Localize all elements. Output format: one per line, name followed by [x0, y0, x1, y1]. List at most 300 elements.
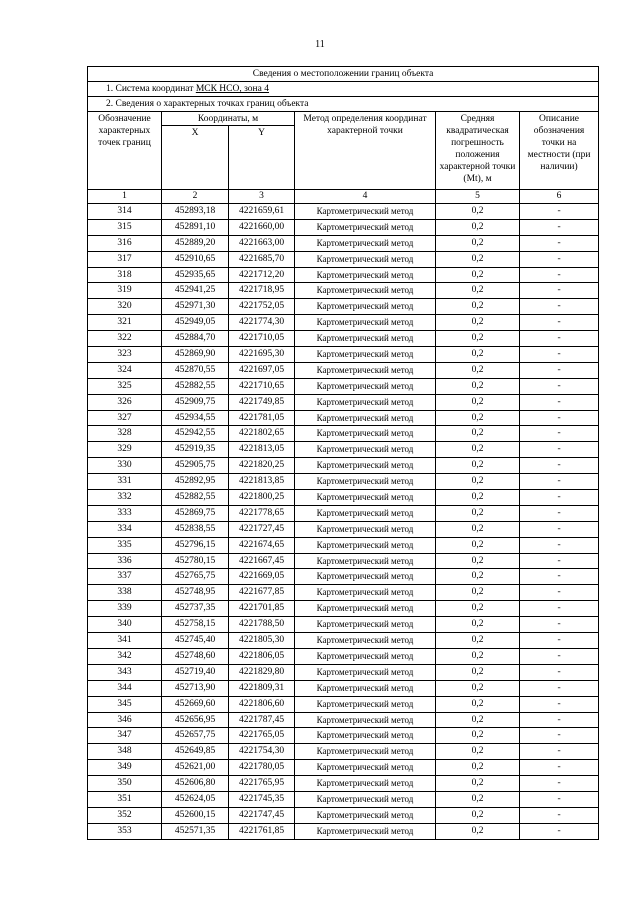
description-cell: - — [520, 315, 599, 331]
error-cell: 0,2 — [436, 537, 520, 553]
x-coordinate-cell: 452905,75 — [162, 458, 229, 474]
description-cell: - — [520, 362, 599, 378]
description-cell: - — [520, 553, 599, 569]
table-row — [88, 347, 599, 363]
y-coordinate-cell: 4221774,30 — [229, 315, 295, 331]
y-coordinate-cell: 4221788,50 — [229, 617, 295, 633]
method-cell: Картометрический метод — [295, 204, 436, 220]
column-number: 4 — [295, 190, 436, 204]
description-cell: - — [520, 807, 599, 823]
method-cell: Картометрический метод — [295, 791, 436, 807]
point-number-cell: 315 — [88, 219, 162, 235]
table-row — [88, 299, 599, 315]
point-number-cell: 330 — [88, 458, 162, 474]
method-cell: Картометрический метод — [295, 331, 436, 347]
x-coordinate-cell: 452748,60 — [162, 648, 229, 664]
point-number-cell: 327 — [88, 410, 162, 426]
table-row — [88, 458, 599, 474]
method-cell: Картометрический метод — [295, 744, 436, 760]
table-row — [88, 744, 599, 760]
y-coordinate-cell: 4221800,25 — [229, 490, 295, 506]
y-coordinate-cell: 4221695,30 — [229, 347, 295, 363]
point-number-cell: 337 — [88, 569, 162, 585]
description-cell: - — [520, 426, 599, 442]
point-number-cell: 346 — [88, 712, 162, 728]
y-coordinate-cell: 4221718,95 — [229, 283, 295, 299]
x-coordinate-cell: 452891,10 — [162, 219, 229, 235]
error-cell: 0,2 — [436, 776, 520, 792]
column-number: 6 — [520, 190, 599, 204]
error-cell: 0,2 — [436, 283, 520, 299]
point-number-cell: 348 — [88, 744, 162, 760]
error-cell: 0,2 — [436, 490, 520, 506]
description-cell: - — [520, 204, 599, 220]
x-coordinate-cell: 452838,55 — [162, 521, 229, 537]
x-coordinate-cell: 452571,35 — [162, 823, 229, 839]
y-coordinate-cell: 4221660,00 — [229, 219, 295, 235]
y-coordinate-cell: 4221761,85 — [229, 823, 295, 839]
x-coordinate-cell: 452909,75 — [162, 394, 229, 410]
table-row — [88, 601, 599, 617]
table-row — [88, 490, 599, 506]
x-coordinate-cell: 452669,60 — [162, 696, 229, 712]
table-row — [88, 553, 599, 569]
point-number-cell: 340 — [88, 617, 162, 633]
table-row — [88, 521, 599, 537]
y-coordinate-cell: 4221805,30 — [229, 633, 295, 649]
error-cell: 0,2 — [436, 347, 520, 363]
boundary-points-table — [87, 66, 599, 840]
error-cell: 0,2 — [436, 680, 520, 696]
error-cell: 0,2 — [436, 458, 520, 474]
table-body — [88, 204, 599, 840]
header-description: Описание обозначения точки на местности (при наличии) — [520, 112, 599, 190]
error-cell: 0,2 — [436, 362, 520, 378]
error-cell: 0,2 — [436, 569, 520, 585]
table-row — [88, 807, 599, 823]
table-row — [88, 331, 599, 347]
y-coordinate-cell: 4221806,05 — [229, 648, 295, 664]
header-error: Средняя квадратическая погрешность положения характерной точки (Mt), м — [436, 112, 520, 190]
point-number-cell: 318 — [88, 267, 162, 283]
point-number-cell: 347 — [88, 728, 162, 744]
column-number: 3 — [229, 190, 295, 204]
point-number-cell: 352 — [88, 807, 162, 823]
description-cell: - — [520, 633, 599, 649]
error-cell: 0,2 — [436, 410, 520, 426]
x-coordinate-cell: 452656,95 — [162, 712, 229, 728]
description-cell: - — [520, 744, 599, 760]
y-coordinate-cell: 4221659,61 — [229, 204, 295, 220]
method-cell: Картометрический метод — [295, 553, 436, 569]
y-coordinate-cell: 4221749,85 — [229, 394, 295, 410]
header-coords: Координаты, м — [162, 112, 295, 126]
method-cell: Картометрический метод — [295, 601, 436, 617]
method-cell: Картометрический метод — [295, 219, 436, 235]
method-cell: Картометрический метод — [295, 426, 436, 442]
method-cell: Картометрический метод — [295, 807, 436, 823]
description-cell: - — [520, 648, 599, 664]
x-coordinate-cell: 452869,90 — [162, 347, 229, 363]
point-number-cell: 329 — [88, 442, 162, 458]
method-cell: Картометрический метод — [295, 569, 436, 585]
x-coordinate-cell: 452780,15 — [162, 553, 229, 569]
error-cell: 0,2 — [436, 251, 520, 267]
error-cell: 0,2 — [436, 505, 520, 521]
point-number-cell: 332 — [88, 490, 162, 506]
method-cell: Картометрический метод — [295, 442, 436, 458]
point-number-cell: 325 — [88, 378, 162, 394]
y-coordinate-cell: 4221663,00 — [229, 235, 295, 251]
table-row — [88, 474, 599, 490]
table-row — [88, 362, 599, 378]
column-number: 2 — [162, 190, 229, 204]
table-row — [88, 251, 599, 267]
description-cell: - — [520, 712, 599, 728]
y-coordinate-cell: 4221820,25 — [229, 458, 295, 474]
method-cell: Картометрический метод — [295, 458, 436, 474]
x-coordinate-cell: 452713,90 — [162, 680, 229, 696]
description-cell: - — [520, 823, 599, 839]
error-cell: 0,2 — [436, 648, 520, 664]
x-coordinate-cell: 452949,05 — [162, 315, 229, 331]
description-cell: - — [520, 410, 599, 426]
y-coordinate-cell: 4221710,05 — [229, 331, 295, 347]
description-cell: - — [520, 791, 599, 807]
point-number-cell: 334 — [88, 521, 162, 537]
title-row — [88, 67, 599, 82]
table-row — [88, 728, 599, 744]
description-cell: - — [520, 728, 599, 744]
error-cell: 0,2 — [436, 521, 520, 537]
point-number-cell: 323 — [88, 347, 162, 363]
method-cell: Картометрический метод — [295, 648, 436, 664]
description-cell: - — [520, 537, 599, 553]
error-cell: 0,2 — [436, 474, 520, 490]
table-row — [88, 204, 599, 220]
method-cell: Картометрический метод — [295, 728, 436, 744]
header-y: Y — [229, 126, 295, 190]
point-number-cell: 321 — [88, 315, 162, 331]
y-coordinate-cell: 4221697,05 — [229, 362, 295, 378]
error-cell: 0,2 — [436, 299, 520, 315]
table-row — [88, 823, 599, 839]
x-coordinate-cell: 452719,40 — [162, 664, 229, 680]
error-cell: 0,2 — [436, 442, 520, 458]
description-cell: - — [520, 474, 599, 490]
point-number-cell: 319 — [88, 283, 162, 299]
error-cell: 0,2 — [436, 378, 520, 394]
error-cell: 0,2 — [436, 585, 520, 601]
x-coordinate-cell: 452935,65 — [162, 267, 229, 283]
x-coordinate-cell: 452624,05 — [162, 791, 229, 807]
point-number-cell: 338 — [88, 585, 162, 601]
table-row — [88, 696, 599, 712]
error-cell: 0,2 — [436, 712, 520, 728]
method-cell: Картометрический метод — [295, 299, 436, 315]
coordinate-system-label: 1. Система координат — [106, 84, 196, 94]
method-cell: Картометрический метод — [295, 474, 436, 490]
header-row-1 — [88, 112, 599, 126]
y-coordinate-cell: 4221745,35 — [229, 791, 295, 807]
point-number-cell: 314 — [88, 204, 162, 220]
point-number-cell: 349 — [88, 760, 162, 776]
x-coordinate-cell: 452910,65 — [162, 251, 229, 267]
x-coordinate-cell: 452919,35 — [162, 442, 229, 458]
x-coordinate-cell: 452870,55 — [162, 362, 229, 378]
x-coordinate-cell: 452889,20 — [162, 235, 229, 251]
error-cell: 0,2 — [436, 807, 520, 823]
description-cell: - — [520, 617, 599, 633]
table-row — [88, 426, 599, 442]
x-coordinate-cell: 452600,15 — [162, 807, 229, 823]
y-coordinate-cell: 4221747,45 — [229, 807, 295, 823]
error-cell: 0,2 — [436, 235, 520, 251]
x-coordinate-cell: 452621,00 — [162, 760, 229, 776]
description-cell: - — [520, 299, 599, 315]
error-cell: 0,2 — [436, 617, 520, 633]
y-coordinate-cell: 4221712,20 — [229, 267, 295, 283]
error-cell: 0,2 — [436, 331, 520, 347]
method-cell: Картометрический метод — [295, 537, 436, 553]
error-cell: 0,2 — [436, 204, 520, 220]
y-coordinate-cell: 4221677,85 — [229, 585, 295, 601]
method-cell: Картометрический метод — [295, 235, 436, 251]
description-cell: - — [520, 490, 599, 506]
point-number-cell: 345 — [88, 696, 162, 712]
description-cell: - — [520, 585, 599, 601]
table-row — [88, 235, 599, 251]
method-cell: Картометрический метод — [295, 823, 436, 839]
point-number-cell: 331 — [88, 474, 162, 490]
x-coordinate-cell: 452606,80 — [162, 776, 229, 792]
point-number-cell: 341 — [88, 633, 162, 649]
description-cell: - — [520, 776, 599, 792]
point-number-cell: 316 — [88, 235, 162, 251]
description-cell: - — [520, 219, 599, 235]
table-row — [88, 633, 599, 649]
x-coordinate-cell: 452869,75 — [162, 505, 229, 521]
x-coordinate-cell: 452758,15 — [162, 617, 229, 633]
point-number-cell: 333 — [88, 505, 162, 521]
error-cell: 0,2 — [436, 760, 520, 776]
table-row — [88, 569, 599, 585]
point-number-cell: 324 — [88, 362, 162, 378]
description-cell: - — [520, 680, 599, 696]
point-number-cell: 335 — [88, 537, 162, 553]
method-cell: Картометрический метод — [295, 251, 436, 267]
table-row — [88, 760, 599, 776]
error-cell: 0,2 — [436, 696, 520, 712]
section-row — [88, 97, 599, 112]
error-cell: 0,2 — [436, 664, 520, 680]
column-number: 5 — [436, 190, 520, 204]
point-number-cell: 326 — [88, 394, 162, 410]
x-coordinate-cell: 452657,75 — [162, 728, 229, 744]
point-number-cell: 339 — [88, 601, 162, 617]
description-cell: - — [520, 283, 599, 299]
point-number-cell: 336 — [88, 553, 162, 569]
x-coordinate-cell: 452884,70 — [162, 331, 229, 347]
x-coordinate-cell: 452893,18 — [162, 204, 229, 220]
y-coordinate-cell: 4221780,05 — [229, 760, 295, 776]
method-cell: Картометрический метод — [295, 776, 436, 792]
y-coordinate-cell: 4221802,65 — [229, 426, 295, 442]
method-cell: Картометрический метод — [295, 617, 436, 633]
description-cell: - — [520, 664, 599, 680]
method-cell: Картометрический метод — [295, 378, 436, 394]
table-row — [88, 791, 599, 807]
x-coordinate-cell: 452934,55 — [162, 410, 229, 426]
error-cell: 0,2 — [436, 823, 520, 839]
point-number-cell: 322 — [88, 331, 162, 347]
y-coordinate-cell: 4221813,05 — [229, 442, 295, 458]
y-coordinate-cell: 4221787,45 — [229, 712, 295, 728]
error-cell: 0,2 — [436, 219, 520, 235]
column-numbers-row — [88, 190, 599, 204]
x-coordinate-cell: 452748,95 — [162, 585, 229, 601]
x-coordinate-cell: 452745,40 — [162, 633, 229, 649]
method-cell: Картометрический метод — [295, 315, 436, 331]
x-coordinate-cell: 452882,55 — [162, 490, 229, 506]
description-cell: - — [520, 601, 599, 617]
table-row — [88, 394, 599, 410]
error-cell: 0,2 — [436, 601, 520, 617]
section-heading: 2. Сведения о характерных точках границ объекта — [88, 97, 599, 112]
method-cell: Картометрический метод — [295, 633, 436, 649]
method-cell: Картометрический метод — [295, 505, 436, 521]
description-cell: - — [520, 521, 599, 537]
method-cell: Картометрический метод — [295, 394, 436, 410]
coordinate-system — [88, 82, 599, 97]
description-cell: - — [520, 331, 599, 347]
y-coordinate-cell: 4221781,05 — [229, 410, 295, 426]
y-coordinate-cell: 4221765,05 — [229, 728, 295, 744]
description-cell: - — [520, 394, 599, 410]
error-cell: 0,2 — [436, 315, 520, 331]
x-coordinate-cell: 452765,75 — [162, 569, 229, 585]
column-number: 1 — [88, 190, 162, 204]
description-cell: - — [520, 235, 599, 251]
page-number: 11 — [315, 39, 325, 50]
y-coordinate-cell: 4221752,05 — [229, 299, 295, 315]
x-coordinate-cell: 452796,15 — [162, 537, 229, 553]
coordinate-system-value: МСК НСО, зона 4 — [195, 84, 269, 94]
header-method: Метод определения координат характерной точки — [295, 112, 436, 190]
y-coordinate-cell: 4221806,60 — [229, 696, 295, 712]
method-cell: Картометрический метод — [295, 410, 436, 426]
table-row — [88, 315, 599, 331]
table-header — [88, 67, 599, 204]
y-coordinate-cell: 4221754,30 — [229, 744, 295, 760]
header-designation: Обозначение характерных точек границ — [88, 112, 162, 190]
error-cell: 0,2 — [436, 791, 520, 807]
y-coordinate-cell: 4221685,70 — [229, 251, 295, 267]
method-cell: Картометрический метод — [295, 267, 436, 283]
method-cell: Картометрический метод — [295, 521, 436, 537]
error-cell: 0,2 — [436, 267, 520, 283]
y-coordinate-cell: 4221667,45 — [229, 553, 295, 569]
method-cell: Картометрический метод — [295, 362, 436, 378]
description-cell: - — [520, 569, 599, 585]
x-coordinate-cell: 452737,35 — [162, 601, 229, 617]
method-cell: Картометрический метод — [295, 712, 436, 728]
y-coordinate-cell: 4221829,80 — [229, 664, 295, 680]
table-row — [88, 378, 599, 394]
table-row — [88, 617, 599, 633]
header-x: X — [162, 126, 229, 190]
point-number-cell: 317 — [88, 251, 162, 267]
table-row — [88, 712, 599, 728]
description-cell: - — [520, 760, 599, 776]
table-row — [88, 505, 599, 521]
method-cell: Картометрический метод — [295, 347, 436, 363]
table-row — [88, 664, 599, 680]
description-cell: - — [520, 347, 599, 363]
point-number-cell: 350 — [88, 776, 162, 792]
table-row — [88, 680, 599, 696]
y-coordinate-cell: 4221674,65 — [229, 537, 295, 553]
coordinate-system-row — [88, 82, 599, 97]
error-cell: 0,2 — [436, 394, 520, 410]
error-cell: 0,2 — [436, 633, 520, 649]
description-cell: - — [520, 696, 599, 712]
method-cell: Картометрический метод — [295, 664, 436, 680]
method-cell: Картометрический метод — [295, 760, 436, 776]
x-coordinate-cell: 452941,25 — [162, 283, 229, 299]
description-cell: - — [520, 251, 599, 267]
point-number-cell: 343 — [88, 664, 162, 680]
x-coordinate-cell: 452882,55 — [162, 378, 229, 394]
x-coordinate-cell: 452971,30 — [162, 299, 229, 315]
y-coordinate-cell: 4221710,65 — [229, 378, 295, 394]
description-cell: - — [520, 458, 599, 474]
point-number-cell: 328 — [88, 426, 162, 442]
error-cell: 0,2 — [436, 553, 520, 569]
point-number-cell: 351 — [88, 791, 162, 807]
method-cell: Картометрический метод — [295, 490, 436, 506]
y-coordinate-cell: 4221778,65 — [229, 505, 295, 521]
description-cell: - — [520, 378, 599, 394]
point-number-cell: 320 — [88, 299, 162, 315]
table-title: Сведения о местоположении границ объекта — [88, 67, 599, 82]
point-number-cell: 353 — [88, 823, 162, 839]
description-cell: - — [520, 267, 599, 283]
y-coordinate-cell: 4221701,85 — [229, 601, 295, 617]
y-coordinate-cell: 4221727,45 — [229, 521, 295, 537]
method-cell: Картометрический метод — [295, 680, 436, 696]
table-row — [88, 219, 599, 235]
method-cell: Картометрический метод — [295, 283, 436, 299]
error-cell: 0,2 — [436, 744, 520, 760]
y-coordinate-cell: 4221765,95 — [229, 776, 295, 792]
description-cell: - — [520, 442, 599, 458]
point-number-cell: 344 — [88, 680, 162, 696]
x-coordinate-cell: 452942,55 — [162, 426, 229, 442]
table-row — [88, 283, 599, 299]
method-cell: Картометрический метод — [295, 696, 436, 712]
table-row — [88, 648, 599, 664]
x-coordinate-cell: 452892,95 — [162, 474, 229, 490]
table-row — [88, 267, 599, 283]
error-cell: 0,2 — [436, 426, 520, 442]
method-cell: Картометрический метод — [295, 585, 436, 601]
table-row — [88, 410, 599, 426]
y-coordinate-cell: 4221813,85 — [229, 474, 295, 490]
table-row — [88, 537, 599, 553]
y-coordinate-cell: 4221809,31 — [229, 680, 295, 696]
error-cell: 0,2 — [436, 728, 520, 744]
